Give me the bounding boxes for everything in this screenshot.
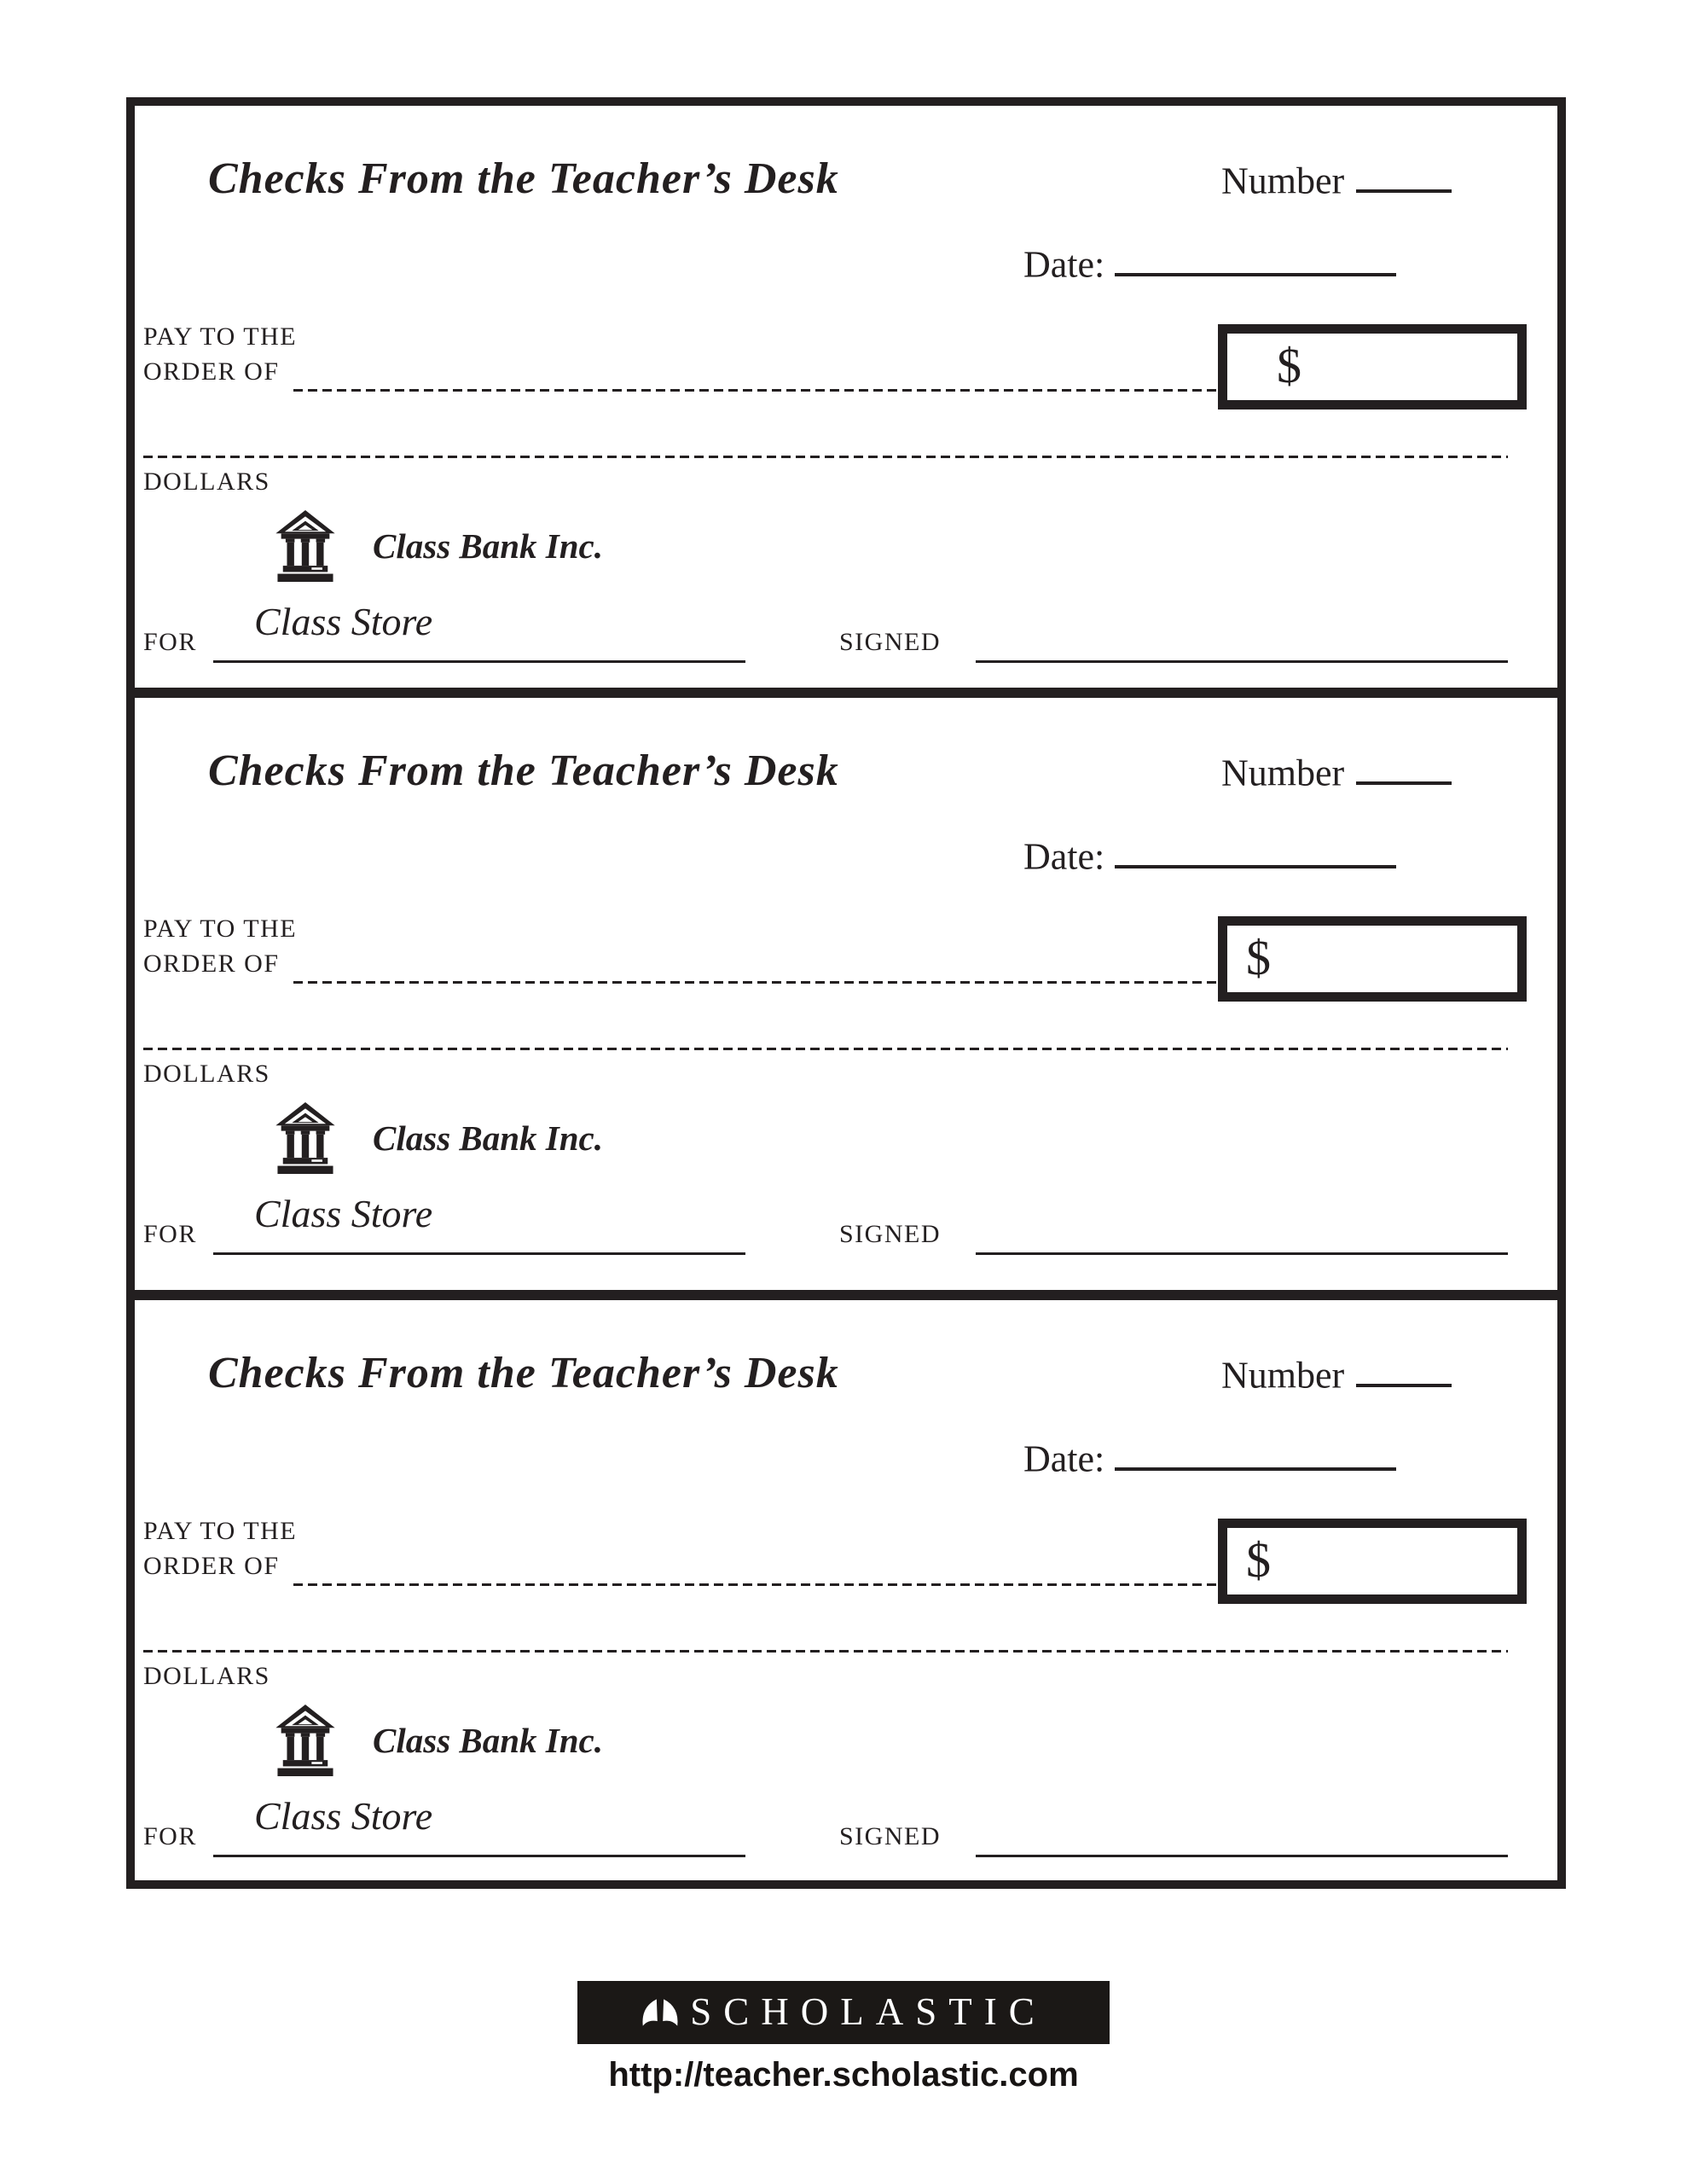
for-blank-line[interactable] bbox=[213, 1252, 745, 1255]
payee-blank-line[interactable] bbox=[293, 389, 1218, 392]
check-2 bbox=[135, 698, 1558, 1280]
date-label: Date: bbox=[1023, 835, 1105, 878]
pay-to-the-order-of-label bbox=[143, 1513, 297, 1583]
for-value: Class Store bbox=[254, 1794, 433, 1838]
bank-brand bbox=[275, 1705, 603, 1776]
bank-name: Class Bank Inc. bbox=[373, 1118, 604, 1158]
check-title: Checks From the Teacher’s Desk bbox=[208, 1349, 839, 1397]
amount-box[interactable] bbox=[1218, 1519, 1527, 1604]
dollars-label: DOLLARS bbox=[143, 1060, 270, 1088]
number-blank-line[interactable] bbox=[1356, 1350, 1452, 1387]
footer-url[interactable]: http://teacher.scholastic.com bbox=[608, 2056, 1079, 2094]
check-number-field bbox=[1221, 1350, 1452, 1397]
signed-label: SIGNED bbox=[839, 628, 941, 656]
check-1 bbox=[135, 106, 1558, 688]
for-value: Class Store bbox=[254, 1192, 433, 1235]
signed-blank-line[interactable] bbox=[976, 1855, 1508, 1857]
check-date-field bbox=[1023, 831, 1396, 878]
order-of-label: ORDER OF bbox=[143, 357, 280, 386]
bank-brand bbox=[275, 510, 603, 582]
check-number-field bbox=[1221, 155, 1452, 202]
number-label: Number bbox=[1221, 752, 1345, 794]
signed-label: SIGNED bbox=[839, 1822, 941, 1850]
pay-to-the-label: PAY TO THE bbox=[143, 322, 298, 351]
for-blank-line[interactable] bbox=[213, 660, 745, 663]
amount-box[interactable] bbox=[1218, 324, 1527, 410]
bank-name: Class Bank Inc. bbox=[373, 1721, 604, 1760]
amount-words-blank-line[interactable] bbox=[143, 1650, 1508, 1653]
pay-to-the-label: PAY TO THE bbox=[143, 1517, 298, 1545]
number-label: Number bbox=[1221, 1354, 1345, 1397]
date-label: Date: bbox=[1023, 1438, 1105, 1480]
dollar-sign: $ bbox=[1277, 338, 1301, 393]
date-label: Date: bbox=[1023, 243, 1105, 286]
footer bbox=[0, 1981, 1687, 2094]
check-date-field bbox=[1023, 239, 1396, 286]
pay-to-the-label: PAY TO THE bbox=[143, 915, 298, 943]
check-separator bbox=[126, 688, 1566, 698]
order-of-label: ORDER OF bbox=[143, 950, 280, 978]
amount-box[interactable] bbox=[1218, 916, 1527, 1002]
bank-building-icon bbox=[275, 510, 335, 582]
bank-name: Class Bank Inc. bbox=[373, 526, 604, 566]
signed-blank-line[interactable] bbox=[976, 1252, 1508, 1255]
check-number-field bbox=[1221, 747, 1452, 794]
number-blank-line[interactable] bbox=[1356, 155, 1452, 193]
for-label: FOR bbox=[143, 628, 197, 656]
check-separator bbox=[126, 1290, 1566, 1300]
bank-brand bbox=[275, 1102, 603, 1174]
for-label: FOR bbox=[143, 1822, 197, 1850]
bank-building-icon bbox=[275, 1102, 335, 1174]
dollars-label: DOLLARS bbox=[143, 1662, 270, 1690]
dollar-sign: $ bbox=[1246, 930, 1271, 985]
check-title: Checks From the Teacher’s Desk bbox=[208, 154, 839, 203]
open-book-icon bbox=[641, 1996, 680, 2029]
pay-to-the-order-of-label bbox=[143, 319, 297, 389]
signed-blank-line[interactable] bbox=[976, 660, 1508, 663]
for-label: FOR bbox=[143, 1220, 197, 1248]
amount-words-blank-line[interactable] bbox=[143, 456, 1508, 458]
pay-to-the-order-of-label bbox=[143, 911, 297, 981]
date-blank-line[interactable] bbox=[1115, 1433, 1396, 1471]
bank-building-icon bbox=[275, 1705, 335, 1776]
signed-label: SIGNED bbox=[839, 1220, 941, 1248]
for-blank-line[interactable] bbox=[213, 1855, 745, 1857]
for-value: Class Store bbox=[254, 600, 433, 643]
number-blank-line[interactable] bbox=[1356, 747, 1452, 785]
check-3 bbox=[135, 1300, 1558, 1882]
scholastic-logo bbox=[577, 1981, 1110, 2044]
payee-blank-line[interactable] bbox=[293, 1583, 1218, 1586]
scholastic-wordmark: SCHOLASTIC bbox=[690, 1990, 1046, 2033]
amount-words-blank-line[interactable] bbox=[143, 1048, 1508, 1050]
payee-blank-line[interactable] bbox=[293, 981, 1218, 984]
date-blank-line[interactable] bbox=[1115, 239, 1396, 276]
dollar-sign: $ bbox=[1246, 1532, 1271, 1588]
order-of-label: ORDER OF bbox=[143, 1552, 280, 1580]
number-label: Number bbox=[1221, 160, 1345, 202]
date-blank-line[interactable] bbox=[1115, 831, 1396, 868]
dollars-label: DOLLARS bbox=[143, 468, 270, 496]
check-date-field bbox=[1023, 1433, 1396, 1480]
check-title: Checks From the Teacher’s Desk bbox=[208, 746, 839, 795]
